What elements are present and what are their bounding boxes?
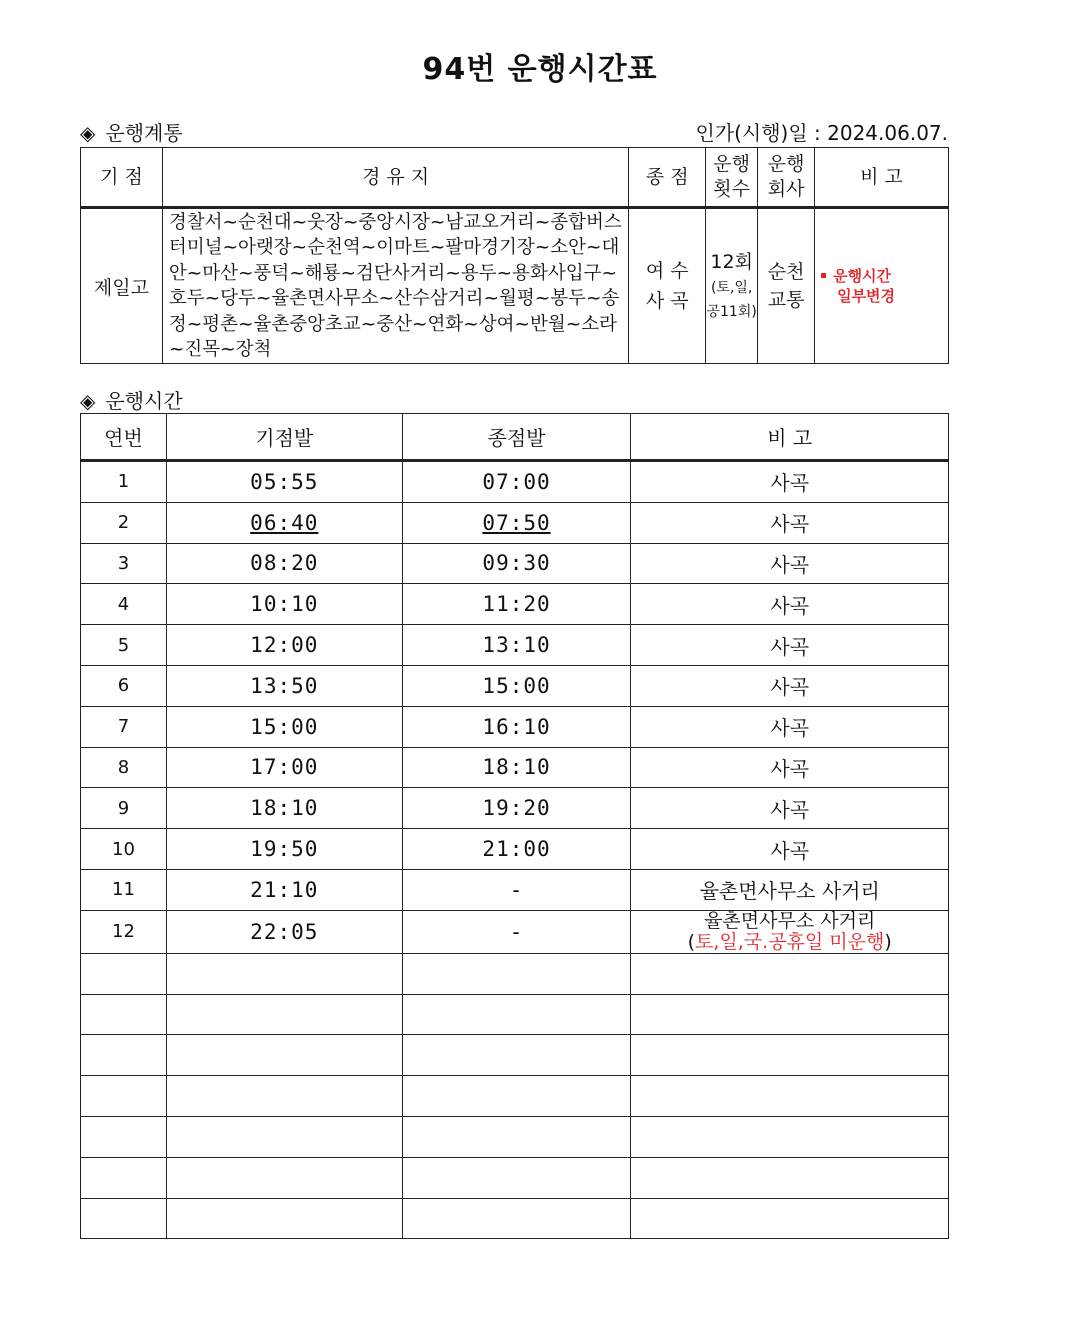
row-remark (631, 953, 949, 994)
row-no: 4 (81, 584, 167, 625)
table-row (81, 706, 949, 747)
route-company (758, 208, 815, 364)
route-note-line2: 일부변경 (837, 287, 896, 305)
route-company-line2: 교통 (767, 289, 805, 311)
route-note-line1: 운행시간 (833, 267, 892, 285)
row-depart: 17:00 (166, 747, 402, 788)
row-remark-main: 율촌면사무소 사거리 (704, 909, 876, 932)
row-depart: 18:10 (166, 788, 402, 829)
row-return (402, 1116, 631, 1157)
row-depart: 08:20 (166, 543, 402, 584)
table-row (81, 502, 949, 543)
row-depart (166, 1198, 402, 1239)
row-return: - (402, 910, 631, 953)
diamond-bullet-icon: ◈ (80, 121, 96, 145)
timetable (80, 413, 949, 1239)
row-remark (631, 994, 949, 1035)
route-note (815, 208, 949, 364)
row-return (402, 1035, 631, 1076)
row-no: 11 (81, 869, 167, 910)
row-no: 1 (81, 461, 167, 503)
row-depart (166, 994, 402, 1035)
row-remark-sub-text: 토,일,국.공휴일 미운행 (695, 930, 885, 953)
time-heading-label: 운행시간 (105, 389, 183, 413)
row-remark: 사곡 (631, 788, 949, 829)
row-depart: 12:00 (166, 625, 402, 666)
table-row (81, 788, 949, 829)
header-company-line2: 회사 (767, 178, 805, 200)
row-return: 19:20 (402, 788, 631, 829)
header-return: 종점발 (402, 414, 631, 461)
row-no: 3 (81, 543, 167, 584)
row-remark: 사곡 (631, 543, 949, 584)
row-remark (631, 1035, 949, 1076)
header-depart: 기점발 (166, 414, 402, 461)
row-depart: 05:55 (166, 461, 402, 503)
row-depart: 15:00 (166, 706, 402, 747)
permit-date: 인가(시행)일 : 2024.06.07. (695, 121, 948, 145)
row-remark: 사곡 (631, 502, 949, 543)
route-section-heading (80, 117, 183, 146)
page-title: 94번 운행시간표 (422, 52, 658, 87)
route-count-sub1: (토,일, (710, 280, 753, 296)
row-remark (631, 1076, 949, 1117)
table-row (81, 953, 949, 994)
row-no (81, 1116, 167, 1157)
row-no (81, 953, 167, 994)
row-no (81, 1076, 167, 1117)
row-depart: 10:10 (166, 584, 402, 625)
row-return: 07:50 (402, 502, 631, 543)
row-no (81, 1035, 167, 1076)
route-start: 제일고 (81, 208, 163, 364)
header-no: 연번 (81, 414, 167, 461)
row-no (81, 994, 167, 1035)
row-depart: 13:50 (166, 665, 402, 706)
table-row (81, 625, 949, 666)
row-return: 18:10 (402, 747, 631, 788)
row-return: 21:00 (402, 829, 631, 870)
row-remark: 사곡 (631, 829, 949, 870)
route-end-line1: 여 수 (645, 260, 689, 282)
row-depart (166, 1157, 402, 1198)
row-no: 6 (81, 665, 167, 706)
table-row (81, 1198, 949, 1239)
row-return (402, 1157, 631, 1198)
row-remark: 사곡 (631, 461, 949, 503)
row-depart: 06:40 (166, 502, 402, 543)
header-start: 기 점 (81, 148, 163, 208)
row-remark: 사곡 (631, 747, 949, 788)
route-count-main: 12회 (710, 251, 753, 273)
table-row (81, 1035, 949, 1076)
table-row (81, 910, 949, 953)
header-company (758, 148, 815, 208)
row-return: 07:00 (402, 461, 631, 503)
row-remark (631, 1157, 949, 1198)
table-row (81, 1157, 949, 1198)
route-company-line1: 순천 (767, 261, 805, 283)
header-count-line1: 운행 (713, 153, 751, 175)
header-remark: 비 고 (631, 414, 949, 461)
route-end (629, 208, 706, 364)
route-row (81, 208, 949, 364)
row-no: 5 (81, 625, 167, 666)
route-end-line2: 사 곡 (645, 290, 689, 312)
row-return: 09:30 (402, 543, 631, 584)
header-end: 종 점 (629, 148, 706, 208)
row-return: 16:10 (402, 706, 631, 747)
table-row (81, 1116, 949, 1157)
route-header-row (81, 148, 949, 208)
route-via: 경찰서~순천대~웃장~중앙시장~남교오거리~종합버스터미널~아랫장~순천역~이마트~팔마경기장~소안~대안~마산~풍덕~해룡~검단사거리~용두~용화사입구~호두~당두~율촌면사무소~산수삼거리~월평~봉두~송정~평촌~율촌중앙초교~중산~연화~상여~반월~소라~진목~장척 (162, 208, 628, 364)
row-no (81, 1198, 167, 1239)
row-remark: 사곡 (631, 584, 949, 625)
row-remark (631, 1198, 949, 1239)
row-return (402, 953, 631, 994)
row-remark: 사곡 (631, 706, 949, 747)
header-company-line1: 운행 (767, 153, 805, 175)
row-return: 15:00 (402, 665, 631, 706)
row-remark: 사곡 (631, 665, 949, 706)
row-depart (166, 1076, 402, 1117)
header-count-line2: 횟수 (713, 178, 751, 200)
row-return (402, 994, 631, 1035)
table-row (81, 747, 949, 788)
row-return (402, 1076, 631, 1117)
row-remark (631, 1116, 949, 1157)
table-row (81, 584, 949, 625)
row-no (81, 1157, 167, 1198)
header-note: 비 고 (815, 148, 949, 208)
row-depart (166, 1116, 402, 1157)
route-count (706, 208, 758, 364)
row-depart: 19:50 (166, 829, 402, 870)
table-row (81, 829, 949, 870)
row-no: 7 (81, 706, 167, 747)
row-return: - (402, 869, 631, 910)
time-section-heading (80, 385, 183, 414)
row-no: 12 (81, 910, 167, 953)
table-row (81, 461, 949, 503)
diamond-bullet-icon: ◈ (80, 389, 96, 413)
row-no: 2 (81, 502, 167, 543)
route-table (80, 147, 949, 364)
table-row (81, 869, 949, 910)
square-bullet-icon (821, 273, 826, 278)
row-remark (631, 910, 949, 953)
header-count (706, 148, 758, 208)
row-depart (166, 953, 402, 994)
row-return: 13:10 (402, 625, 631, 666)
row-return: 11:20 (402, 584, 631, 625)
route-heading-label: 운행계통 (105, 121, 183, 145)
row-no: 10 (81, 829, 167, 870)
table-row (81, 543, 949, 584)
row-remark: 율촌면사무소 사거리 (631, 869, 949, 910)
row-depart: 21:10 (166, 869, 402, 910)
row-return (402, 1198, 631, 1239)
row-remark-sub: (토,일,국.공휴일 미운행) (687, 930, 892, 953)
row-no: 8 (81, 747, 167, 788)
table-row (81, 1076, 949, 1117)
header-via: 경 유 지 (162, 148, 628, 208)
row-depart: 22:05 (166, 910, 402, 953)
table-row (81, 994, 949, 1035)
timetable-header-row (81, 414, 949, 461)
row-no: 9 (81, 788, 167, 829)
row-remark: 사곡 (631, 625, 949, 666)
route-count-sub2: 공11회) (706, 304, 757, 320)
row-depart (166, 1035, 402, 1076)
table-row (81, 665, 949, 706)
